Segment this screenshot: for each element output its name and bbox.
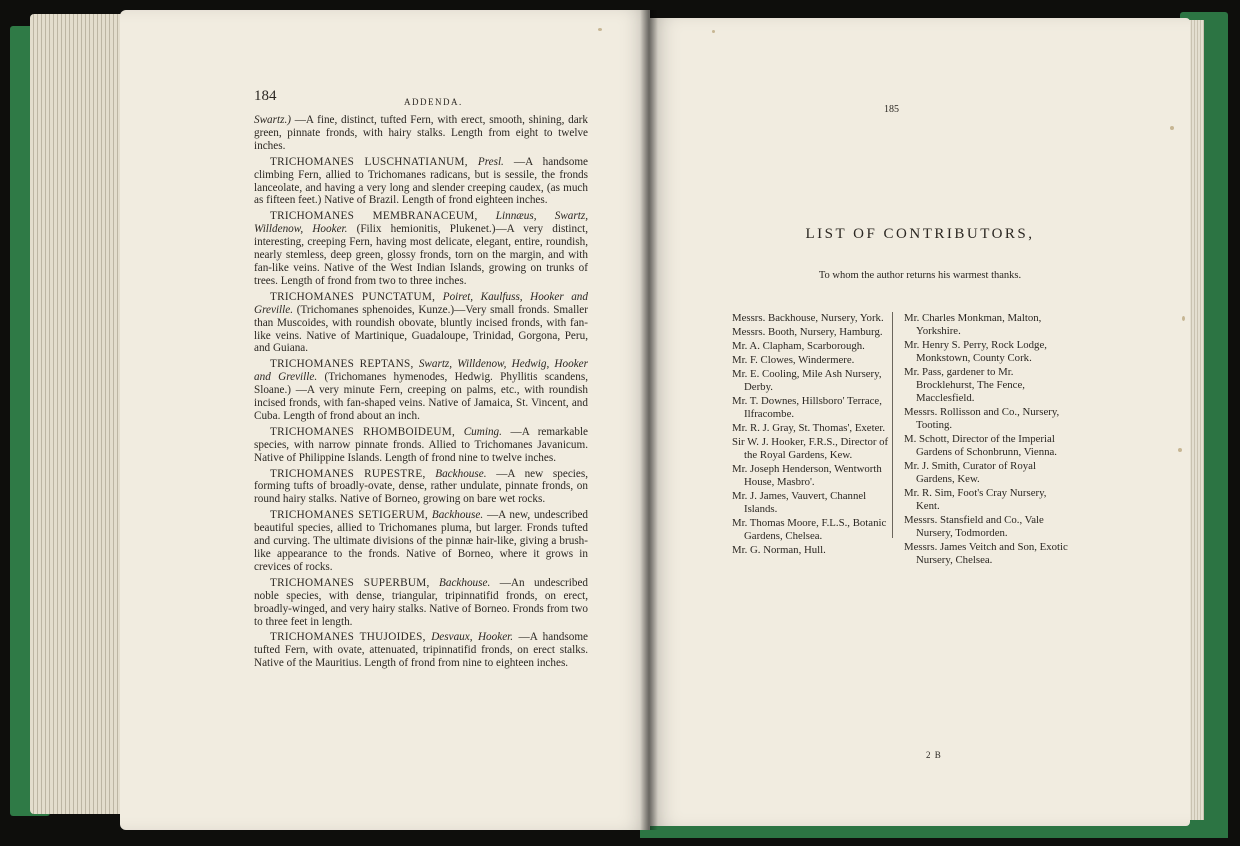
- contributor-item: Mr. R. J. Gray, St. Thomas', Exeter.: [732, 422, 886, 434]
- fern-entry: [254, 509, 588, 574]
- entry-description: (Trichomanes hymenodes, Hedwig. Phyllitis scandens, Sloane.) —A very minute Fern, creeping on palms, etc., with roundish incised fronds, with fan-shaped veins. Native of Jamaica, St. Vincent, and Cuba. Length of frond about an inch.: [254, 371, 588, 422]
- paper-speck: [598, 28, 602, 31]
- entry-description: —A new, undescribed beautiful species, allied to Trichomanes pluma, but larger. Fronds tufted and curving. The ultimate divisions of the pinnæ hair-like, giving a brush-like appearance to the fronds. Native of Borneo, where it grows in crevices of rocks.: [254, 509, 589, 573]
- contributor-item: Mr. E. Cooling, Mile Ash Nursery, Derby.: [732, 368, 882, 393]
- contributor-item: Mr. A. Clapham, Scarborough.: [732, 340, 865, 352]
- entry-list: [254, 114, 588, 670]
- paper-speck: [1182, 316, 1185, 321]
- entry-description: (Filix hemionitis, Plukenet.)—A very distinct, interesting, creeping Fern, having most delicate, elegant, entire, roundish, nearly stemless, deep green, glossy fronds, torn on the margin, and with fan-like veins. Native of the West Indian Islands, growing on trunks of trees. Length of frond from two to three inches.: [254, 223, 588, 287]
- entry-authority: Backhouse.: [431, 509, 484, 522]
- entry-authority: Linnæus, Swartz, Willdenow, Hooker.: [254, 210, 588, 236]
- fern-entry: [254, 468, 588, 507]
- fern-entry: [254, 358, 588, 423]
- entry-title: TRICHOMANES RUPESTRE,: [270, 467, 426, 480]
- entry-description: —A handsome tufted Fern, with ovate, attenuated, tripinnatifid fronds, on erect stalks. Native of the Mauritius. Length of frond from nine to eighteen inches.: [254, 631, 588, 670]
- contributor-item: Mr. F. Clowes, Windermere.: [732, 354, 855, 366]
- entry-authority: Swartz, Willdenow, Hedwig, Hooker and Greville.: [254, 358, 588, 384]
- entry-title: TRICHOMANES SETIGERUM,: [270, 509, 429, 522]
- contributor-item: Messrs. Backhouse, Nursery, York.: [732, 312, 884, 324]
- entry-title: TRICHOMANES MEMBRANACEUM,: [270, 210, 478, 223]
- entry-authority: Backhouse.: [435, 467, 487, 480]
- column-divider: [892, 312, 893, 538]
- fern-entry: [254, 291, 588, 356]
- fern-entry: [254, 210, 588, 287]
- entry-title: TRICHOMANES RHOMBOIDEUM,: [270, 425, 456, 438]
- contributor-item: M. Schott, Director of the Imperial Gardens of Schonbrunn, Vienna.: [904, 433, 1057, 458]
- contributor-item: Mr. Joseph Henderson, Wentworth House, Masbro'.: [732, 463, 882, 488]
- list-subtitle: To whom the author returns his warmest thanks.: [818, 270, 1022, 281]
- entry-authority: Cuming.: [463, 425, 502, 438]
- contributor-item: Mr. Henry S. Perry, Rock Lodge, Monkstown, County Cork.: [904, 339, 1047, 364]
- entry-description: —A handsome climbing Fern, allied to Trichomanes radicans, but is sessile, the fronds lanceolate, and having a very long and slender creeping caudex, (as much as fifteen feet.) Native of Brazil. Length of frond eighteen inches.: [254, 155, 588, 207]
- entry-title: TRICHOMANES PUNCTATUM,: [270, 290, 436, 303]
- entry-title: TRICHOMANES LUSCHNATIANUM,: [270, 155, 468, 168]
- contributor-item: Mr. Pass, gardener to Mr. Brocklehurst, The Fence, Macclesfield.: [904, 366, 1025, 404]
- left-page-text: [254, 90, 588, 673]
- contributor-item: Mr. Thomas Moore, F.L.S., Botanic Gardens, Chelsea.: [732, 517, 887, 542]
- entry-description: —An undescribed noble species, with dense, triangular, tripinnatifid fronds, on erect, broadly-winged, and very hairy stalks. Native of Borneo. Fronds from two to three feet in length.: [254, 576, 588, 628]
- entry-description: —A remarkable species, with narrow pinnate fronds. Allied to Trichomanes Javanicum. Native of Philippine Islands. Length of frond nine to twelve inches.: [254, 425, 589, 464]
- contributor-item: Messrs. Rollisson and Co., Nursery, Tooting.: [904, 406, 1060, 431]
- page-edges-left: [30, 14, 130, 814]
- book-gutter: [640, 10, 658, 830]
- running-head-title: ADDENDA.: [404, 97, 463, 107]
- page-number-left: 184: [254, 88, 277, 104]
- fern-entry: [254, 156, 588, 208]
- contributor-item: Mr. G. Norman, Hull.: [732, 544, 826, 556]
- entry-authority: Poiret, Kaulfuss, Hooker and Greville.: [254, 290, 588, 316]
- paper-speck: [1178, 448, 1182, 452]
- contributor-item: Mr. R. Sim, Foot's Cray Nursery, Kent.: [904, 487, 1047, 512]
- contributor-item: Messrs. Booth, Nursery, Hamburg.: [732, 326, 883, 338]
- contributor-item: Mr. J. Smith, Curator of Royal Gardens, Kew.: [904, 460, 1036, 485]
- entry-authority: Desvaux, Hooker.: [431, 631, 514, 644]
- entry-title: TRICHOMANES THUJOIDES,: [270, 631, 426, 644]
- entry-description: (Trichomanes sphenoides, Kunze.)—Very small fronds. Smaller than Muscoides, with roundish obovate, bluntly incised fronds, with fan-like veins. Native of Martinique, Guadaloupe, Trinidad, Gorgona, Peru, and Guiana.: [254, 303, 589, 355]
- contributor-item: Sir W. J. Hooker, F.R.S., Director of the Royal Gardens, Kew.: [732, 436, 889, 461]
- entry-title: TRICHOMANES SUPERBUM,: [270, 576, 430, 589]
- fern-entry: [254, 631, 588, 670]
- entry-description: —A new species, forming tufts of broadly-ovate, dense, rather undulate, pinnate fronds, on round hairy stalks. Native of Borneo, growing on bare wet rocks.: [254, 467, 589, 506]
- entry-authority: Backhouse.: [439, 576, 491, 589]
- contributor-item: Messrs. James Veitch and Son, Exotic Nursery, Chelsea.: [904, 541, 1068, 566]
- paper-speck: [1170, 126, 1174, 130]
- fern-entry: [254, 114, 588, 153]
- contributors-column-b: [904, 312, 1070, 568]
- contributors-column-a: [732, 312, 898, 558]
- paper-speck: [712, 30, 715, 33]
- signature-mark: 2 B: [926, 750, 942, 760]
- running-head: [254, 90, 588, 110]
- contributor-item: Messrs. Stansfield and Co., Vale Nursery, Todmorden.: [904, 514, 1044, 539]
- entry-description: —A fine, distinct, tufted Fern, with erect, smooth, shining, dark green, pinnate fronds, with hairy stalks. Length from eight to twelve inches.: [254, 114, 588, 152]
- list-title: LIST OF CONTRIBUTORS,: [805, 226, 1035, 242]
- entry-authority: Swartz.): [254, 114, 291, 126]
- contributor-item: Mr. T. Downes, Hillsboro' Terrace, Ilfracombe.: [732, 395, 882, 420]
- page-number-right: 185: [884, 104, 899, 115]
- contributor-item: Mr. J. James, Vauvert, Channel Islands.: [732, 490, 867, 515]
- contributor-item: Mr. Charles Monkman, Malton, Yorkshire.: [904, 312, 1042, 337]
- entry-authority: Presl.: [477, 155, 504, 168]
- fern-entry: [254, 426, 588, 465]
- entry-title: TRICHOMANES REPTANS,: [270, 358, 414, 371]
- fern-entry: [254, 577, 588, 629]
